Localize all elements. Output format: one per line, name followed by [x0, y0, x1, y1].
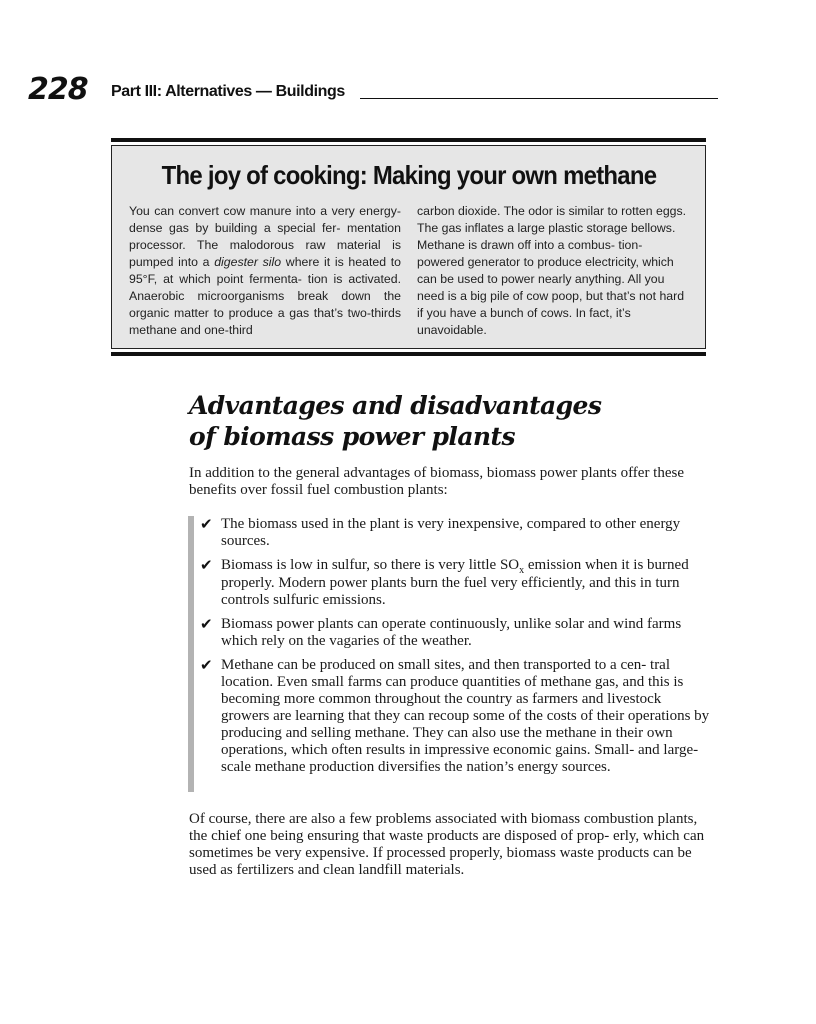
bullet-text: Methane can be produced on small sites, and then transported to a cen- tral location. Even small farms can produce quantities of methane gas, and this is becoming more common throughout the country as farmers and livestock growers are learning that they can recoup some of the costs of their operations by producing and selling methane. They can also use the methane in their own operations, which often results in impressive economic gains. Small- and large-scale methane production diversifies the nation’s energy sources. — [221, 657, 710, 775]
subscript-x: x — [519, 565, 525, 576]
check-icon: ✔ — [200, 656, 213, 674]
section-heading-line-1: Advantages and disadvantages — [189, 391, 602, 420]
list-item — [200, 557, 710, 609]
section-heading — [189, 390, 601, 452]
list-item — [200, 657, 710, 776]
bullet-text: The biomass used in the plant is very inexpensive, compared to other energy sources. — [221, 516, 681, 549]
list-item — [200, 516, 710, 550]
sidebar-emphasis: digester silo — [214, 255, 282, 269]
list-item — [200, 616, 710, 650]
sidebar-box — [111, 138, 706, 356]
closing-paragraph: Of course, there are also a few problems associated with biomass combustion plants, the chief one being ensuring that waste products are disposed of prop- erly, which can sometimes be very expensive. If processed properly, biomass waste products can be used as fertilizers and clean landfill materials. — [189, 811, 705, 878]
sidebar-columns — [129, 203, 689, 339]
check-icon: ✔ — [200, 515, 213, 533]
page-number: 228 — [28, 72, 88, 107]
sidebar-left-text-1: You can convert cow manure into a very energy-dense gas by building a special fer- mentation processor. The malodorous raw material is pumped into a — [129, 204, 401, 269]
sidebar-right-column — [417, 203, 689, 339]
sidebar-right-text: carbon dioxide. The odor is similar to rotten eggs. The gas inflates a large plastic storage bellows. Methane is drawn off into a combus- tion-powered generator to produce electricity, which can be used to power nearly anything. All you need is a big pile of cow poop, but that’s not hard if you have a bunch of cows. In fact, it’s unavoidable. — [417, 204, 687, 337]
bullet-text-pre: Biomass is low in sulfur, so there is very little SO — [221, 557, 520, 573]
running-head: Part III: Alternatives — Buildings — [111, 83, 345, 100]
check-icon: ✔ — [200, 556, 213, 574]
check-icon: ✔ — [200, 615, 213, 633]
intro-paragraph: In addition to the general advantages of biomass, biomass power plants offer these benefits over fossil fuel combustion plants: — [189, 465, 685, 498]
sidebar-left-column — [129, 203, 401, 339]
sidebar-inner — [111, 145, 706, 349]
sidebar-left-text-2: where it is heated to 95°F, at which point fermenta- tion is activated. Anaerobic microorganisms break down the organic matter to produce a gas that’s two-thirds methane and one-third — [129, 255, 401, 337]
bullet-list-bar — [188, 516, 194, 792]
header-rule — [360, 98, 718, 99]
sidebar-title: The joy of cooking: Making your own methane — [161, 160, 657, 190]
bullet-text: Biomass power plants can operate continuously, unlike solar and wind farms which rely on the vagaries of the weather. — [221, 616, 682, 649]
section-heading-line-2: of biomass power plants — [189, 422, 515, 451]
bullet-text-post: emission when it is burned properly. Modern power plants burn the fuel very efficiently, and this in turn controls sulfuric emissions. — [221, 557, 689, 608]
